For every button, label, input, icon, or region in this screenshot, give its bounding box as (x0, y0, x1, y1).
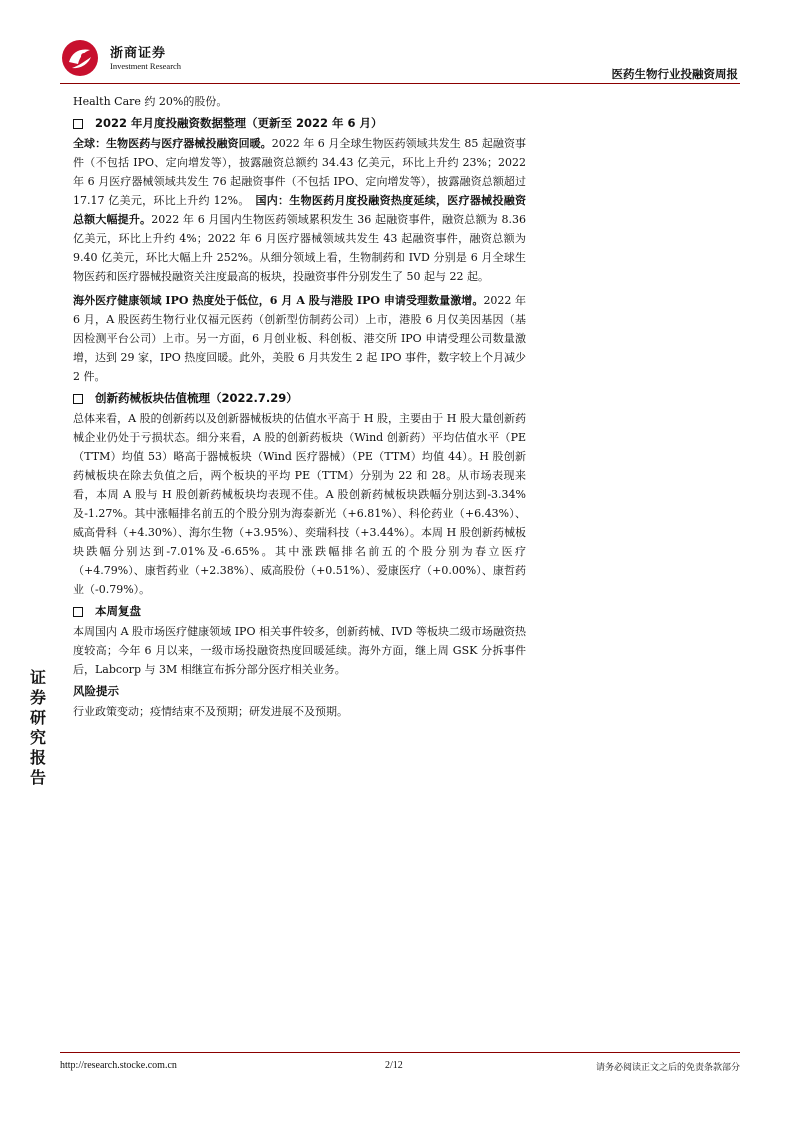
zheshang-logo-icon (60, 38, 100, 78)
report-title: 医药生物行业投融资周报 (611, 67, 738, 81)
brand-name-en: Investment Research (110, 61, 182, 71)
side-char: 证 (29, 668, 46, 687)
side-label (27, 668, 49, 788)
body-text: 2022 年 6 月，A 股医药生物行业仅福元医药（创新型仿制药公司）上市，港股 6 月仅美因基因（基因检测平台公司）上市。另一方面，6 月创业板、科创板、港交所 IPO 申请受理公司数量激增，达到 29 家，IPO 热度回暖。此外，美股 6 月共发生 2 起 IPO 事件，数字较上个月减少 2 件。 (73, 294, 526, 383)
section-title: 本周复盘 (95, 604, 141, 618)
body-text: 2022 年 6 月全球生物医药领域共发生 85 起融资事件（不包括 IPO、定向增发等），披露融资总额约 34.43 亿美元，环比上升约 23%；2022 年 6 月医疗器械领域共发生 76 起融资事件（不包括 IPO、定向增发等），披露融资总额超过 17.17 亿美元，环比上升约 12%。 (73, 137, 526, 207)
section-heading-monthly-data (73, 114, 526, 133)
side-char: 研 (29, 708, 46, 727)
paragraph-weekly-review: 本周国内 A 股市场医疗健康领域 IPO 相关事件较多，创新药械、IVD 等板块二级市场融资热度较高；今年 6 月以来，一级市场投融资热度回暖延续。海外方面，继上周 GSK 分拆事件后，Labcorp 与 3M 相继宣布拆分部分医疗相关业务。 (73, 625, 526, 676)
section-title: 2022 年月度投融资数据整理（更新至 2022 年 6 月） (95, 116, 383, 130)
section-title: 创新药械板块估值梳理（2022.7.29） (95, 391, 298, 405)
checkbox-bullet-icon (73, 394, 83, 404)
section-heading-risk (73, 682, 526, 701)
body-text: 2022 年 6 月国内生物医药领域累积发生 36 起融资事件，融资总额为 8.36 亿美元，环比上升约 4%；2022 年 6 月医疗器械领域共发生 43 起融资事件，融资总额为 9.40 亿美元，环比大幅上升 252%。从细分领域上看，生物制药和 IVD 分别是 6 月全球生物医药和医疗器械投融资关注度最高的板块，投融资事件分别发生了 50 起与 22 起。 (73, 213, 526, 283)
checkbox-bullet-icon (73, 119, 83, 129)
page-header (60, 38, 740, 88)
footer-divider (60, 1052, 740, 1053)
paragraph-risk: 行业政策变动；疫情结束不及预期；研发进展不及预期。 (73, 705, 348, 718)
paragraph-valuation: 总体来看，A 股的创新药以及创新器械板块的估值水平高于 H 股，主要由于 H 股大量创新药械企业仍处于亏损状态。细分来看，A 股的创新药板块（Wind 创新药）平均估值水平（PE（TTM）均值 53）略高于器械板块（Wind 医疗器械）（PE（TTM）均值 44）。H 股创新药械板块在除去负值之后，两个板块的平均 PE（TTM）分别为 22 和 28。从市场表现来看，本周 A 股与 H 股创新药械板块均表现不佳。A 股创新药械板块跌幅分别达到-3.34%及-1.27%。其中涨幅排名前五的个股分别为海泰新光（+6.81%）、科伦药业（+6.43%）、威高骨科（+4.30%）、海尔生物（+3.95%）、奕瑞科技（+3.44%）。本周 H 股创新药械板块跌幅分别达到-7.01%及-6.65%。其中涨跌幅排名前五的个股分别为春立医疗（+4.79%）、康哲药业（+2.38%）、威高股份（+0.51%）、爱康医疗（+0.00%）、康哲药业（-0.79%）。 (73, 412, 526, 596)
intro-tail: Health Care 约 20%的股份。 (73, 95, 228, 108)
section-title: 风险提示 (73, 684, 119, 698)
side-char: 究 (29, 728, 46, 747)
lead-text: 全球：生物医药与医疗器械投融资回暖。 (73, 137, 272, 150)
section-heading-weekly-review (73, 602, 526, 621)
footer-disclaimer: 请务必阅读正文之后的免责条款部分 (595, 1063, 740, 1073)
header-divider (60, 83, 740, 84)
footer-url-link[interactable]: http://research.stocke.com.cn (60, 1060, 177, 1071)
brand-name-cn: 浙商证券 (110, 46, 167, 61)
page-number: 2/12 (385, 1060, 403, 1071)
paragraph-ipo (73, 291, 526, 386)
lead-text: 国内：生物医药月度投融资热度延续，医疗器械投融资总额大幅提升。 (73, 194, 527, 226)
main-content (73, 92, 526, 721)
paragraph-global-domestic (73, 134, 526, 286)
side-char: 告 (29, 768, 46, 787)
lead-text: 海外医疗健康领域 IPO 热度处于低位，6 月 A 股与港股 IPO 申请受理数量激增。 (73, 294, 484, 307)
section-heading-valuation (73, 389, 526, 408)
side-char: 报 (29, 748, 46, 767)
side-char: 券 (29, 688, 46, 707)
checkbox-bullet-icon (73, 607, 83, 617)
